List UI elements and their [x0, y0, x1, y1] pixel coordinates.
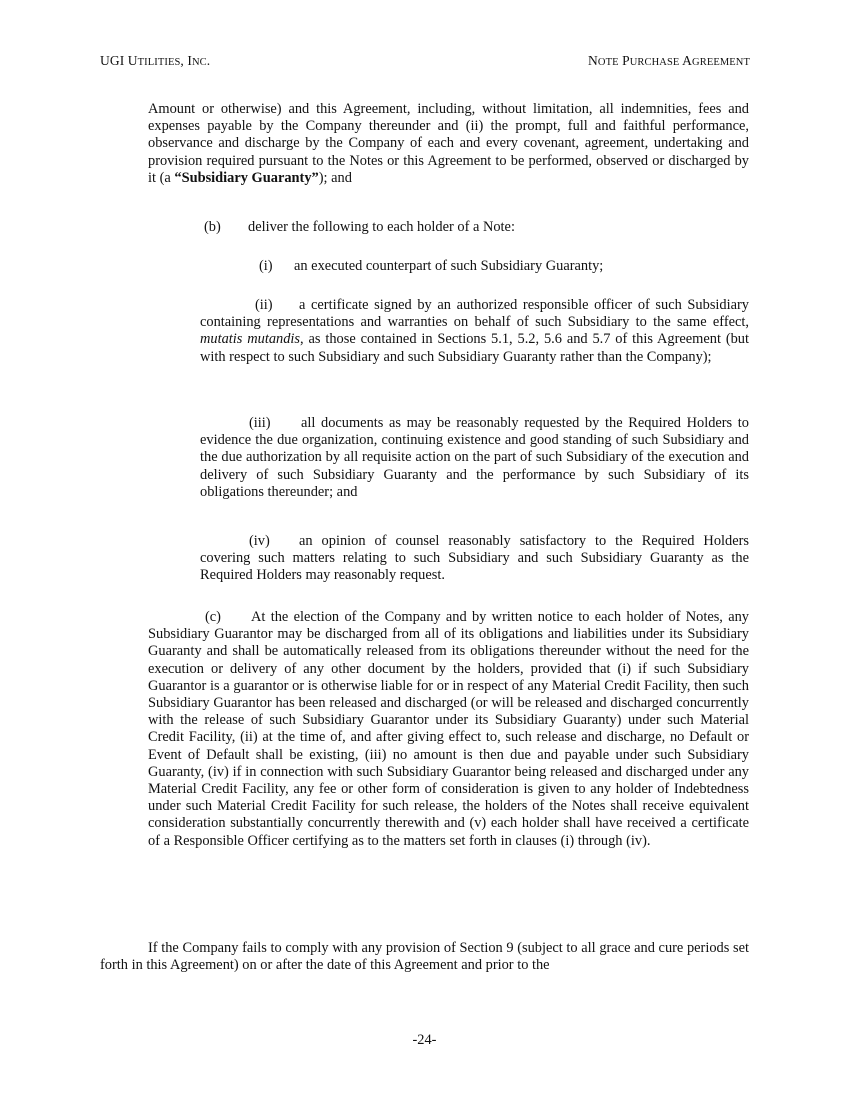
clause-b-iii: (iii) all documents as may be reasonably requested by the Required Holders to evidence the due organization, continuing existence and good standing of such Subsidiary and the due authorization by all requisite action on the part of such Subsidiary of the execution and delivery of such Subsidiary Guaranty and the performance by such Subsidiary of its obligations thereunder; and	[200, 415, 749, 500]
clause-label: (c)	[205, 609, 221, 625]
clause-c: (c) At the election of the Company and by written notice to each holder of Notes, any Subsidiary Guarantor may be discharged from all of its obligations and liabilities under its Subsidiary Guaranty and shall be automatically released from its obligations thereunder without the need for the execution or delivery of any other document by the holders, provided that (i) if such Subsidiary Guarantor is a guarantor or is otherwise liable for or in respect of any Material Credit Facility, then such Subsidiary Guarantor has been released and discharged (or will be released and discharged concurrently with the release of such Subsidiary Guarantor under its Subsidiary Guaranty) under such Material Credit Facility, (ii) at the time of, and after giving effect to, such release and discharge, no Default or Event of Default shall be existing, (iii) no amount is then due and payable under such Subsidiary Guaranty, (iv) if in connection with such Subsidiary Guarantor being released and discharged under any Material Credit Facility, any fee or other form of consideration is given to any holder of Indebtedness under such Material Credit Facility for such release, the holders of the Notes shall receive equivalent consideration substantially concurrently therewith and (v) each holder shall have received a certificate of a Responsible Officer certifying as to the matters set forth in clauses (i) through (iv).	[148, 609, 749, 849]
latin-term: mutatis mutandis	[200, 331, 301, 348]
clause-b-ii: (ii) a certificate signed by an authorized responsible officer of such Subsidiary containing representations and warranties on behalf of such Subsidiary to the same effect, mutatis mutandis, as those contained in Sections 5.1, 5.2, 5.6 and 5.7 of this Agreement (but with respect to such Subsidiary and such Subsidiary Guaranty rather than the Company);	[200, 297, 749, 365]
paragraph-continuation: Amount or otherwise) and this Agreement, including, without limitation, all indemnities, fees and expenses payable by the Company thereunder and (ii) the prompt, full and faithful performance, observance and discharge by the Company of each and every covenant, agreement, undertaking and provision required pursuant to the Notes or this Agreement to be performed, observed or discharged by it (a “Subsidiary Guaranty”); and	[148, 101, 749, 186]
paragraph-section-9-default: If the Company fails to comply with any provision of Section 9 (subject to all grace and cure periods set forth in this Agreement) on or after the date of this Agreement and prior to the	[100, 940, 749, 974]
clause-label: (b)	[204, 219, 221, 235]
clause-b-iv: (iv) an opinion of counsel reasonably satisfactory to the Required Holders covering such matters relating to such Subsidiary and such Subsidiary Guaranty as the Required Holders may reasonably request.	[200, 533, 749, 584]
clause-label: (ii)	[255, 297, 273, 313]
header-document-title: NOTE PURCHASE AGREEMENT	[588, 53, 750, 68]
page-number: -24-	[412, 1032, 437, 1048]
defined-term-subsidiary-guaranty: “Subsidiary Guaranty”	[174, 169, 319, 186]
clause-b-i: (i) an executed counterpart of such Subsidiary Guaranty;	[259, 258, 604, 274]
clause-b: (b) deliver the following to each holder of a Note:	[204, 219, 515, 235]
header-company-name: UGI UTILITIES, INC.	[100, 53, 211, 68]
clause-label: (i)	[259, 258, 273, 274]
clause-label: (iii)	[249, 415, 271, 431]
clause-label: (iv)	[249, 533, 270, 549]
